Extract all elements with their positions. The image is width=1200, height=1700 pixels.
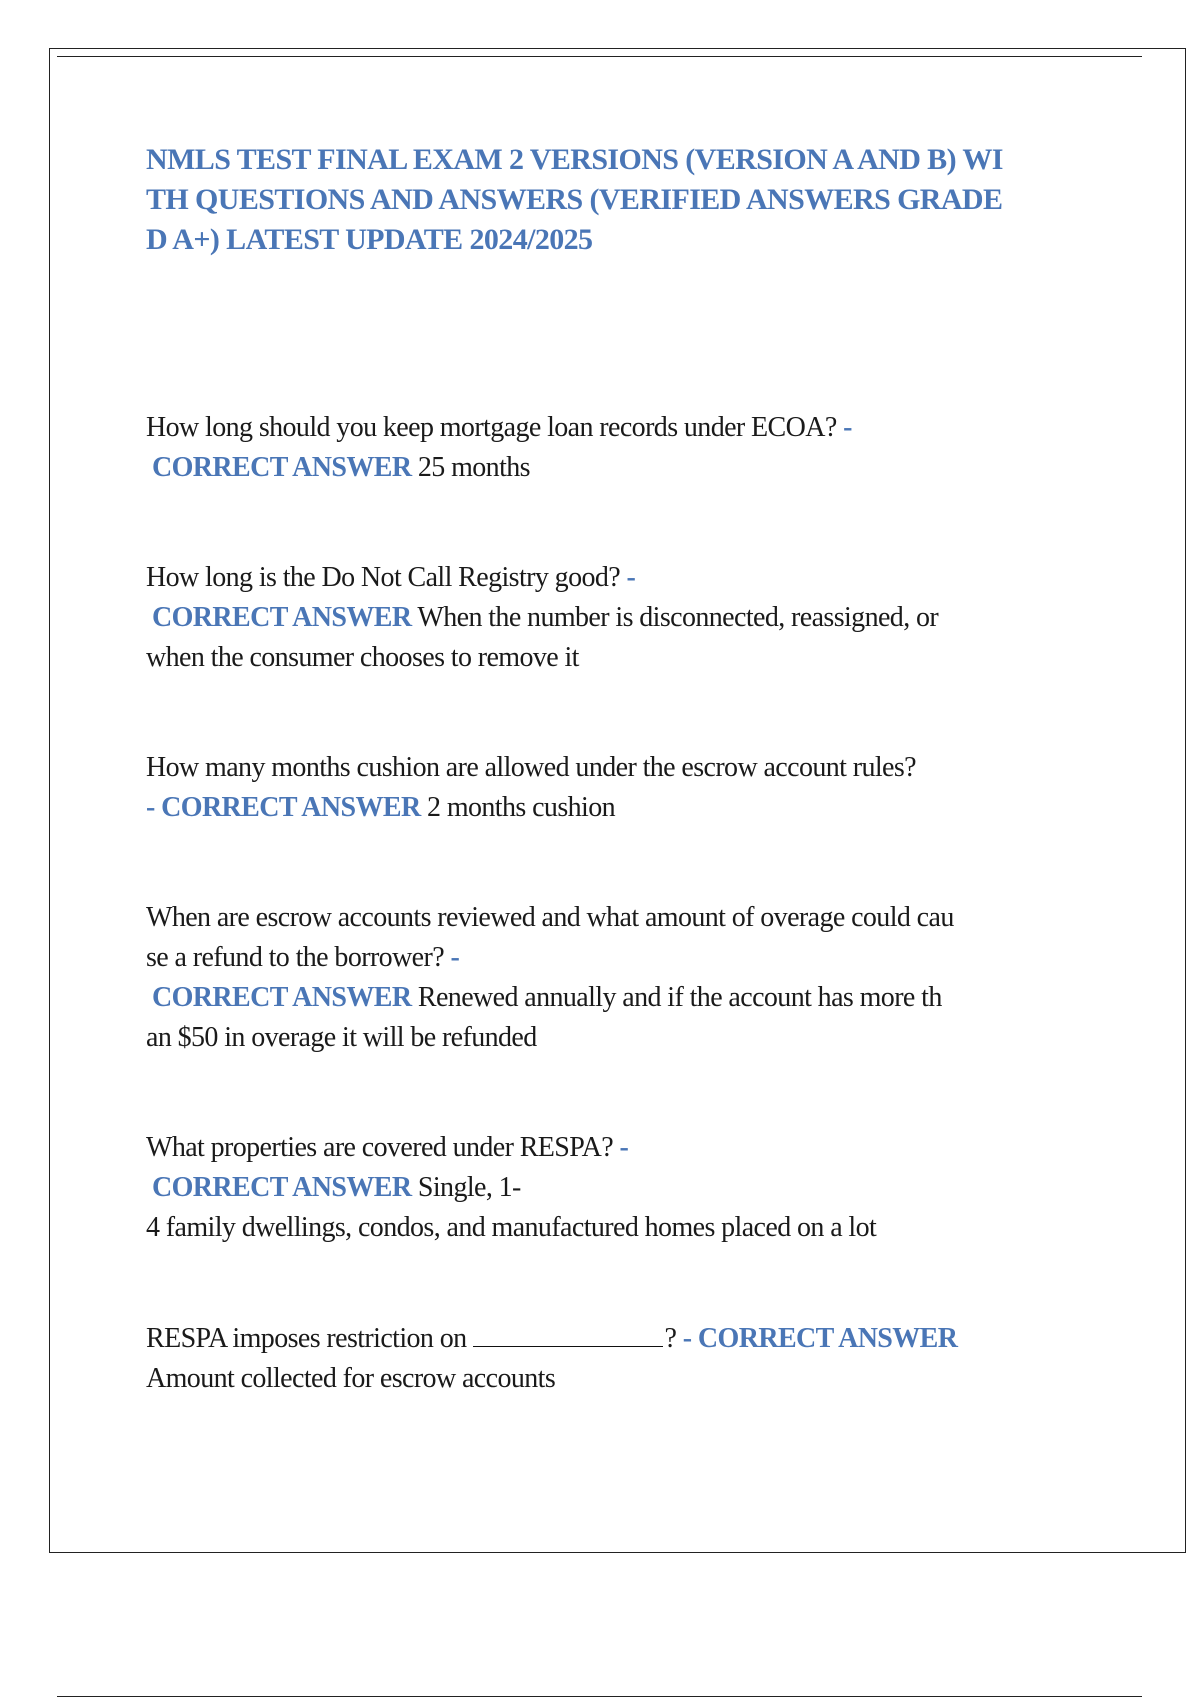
question-line (146, 558, 1096, 598)
separator: - (843, 412, 852, 443)
qa-item (146, 898, 1096, 1058)
fill-in-blank (473, 1318, 663, 1347)
question-line (146, 938, 1096, 978)
answer-text: Renewed annually and if the account has more th (417, 982, 942, 1013)
answer-line (146, 1168, 1096, 1208)
answer-text: 2 months cushion (427, 792, 615, 823)
answer-line (146, 448, 1096, 488)
answer-line (146, 598, 1096, 638)
separator: - (450, 942, 460, 973)
document-title (146, 140, 1096, 260)
question-text: How long should you keep mortgage loan records under ECOA? (146, 412, 837, 443)
top-rule (57, 56, 1142, 57)
separator: - (619, 1132, 629, 1163)
question-text: se a refund to the borrower? (146, 942, 445, 973)
question-line (146, 1128, 1096, 1168)
answer-text: Single, 1- (417, 1172, 521, 1203)
question-text: RESPA imposes restriction on (146, 1323, 467, 1354)
question-line (146, 1318, 1096, 1359)
qa-item (146, 558, 1096, 678)
title-line: D A+) LATEST UPDATE 2024/2025 (146, 223, 593, 256)
qa-item (146, 408, 1096, 488)
answer-line (146, 788, 1096, 828)
qa-item (146, 1318, 1096, 1399)
question-suffix: ? (664, 1323, 677, 1354)
answer-text: Amount collected for escrow accounts (146, 1363, 556, 1394)
qa-item (146, 748, 1096, 828)
question-text: How many months cushion are allowed under the escrow account rules? (146, 752, 916, 783)
title-line: TH QUESTIONS AND ANSWERS (VERIFIED ANSWERS GRADE (146, 183, 1003, 216)
answer-continuation: an $50 in overage it will be refunded (146, 1022, 537, 1053)
answer-label: CORRECT ANSWER (161, 792, 421, 823)
answer-label: CORRECT ANSWER (152, 982, 412, 1013)
answer-label: CORRECT ANSWER (152, 1172, 412, 1203)
answer-label: CORRECT ANSWER (152, 452, 412, 483)
question-line (146, 408, 1096, 448)
answer-continuation: when the consumer chooses to remove it (146, 642, 579, 673)
separator: - (146, 792, 155, 823)
answer-line (146, 978, 1096, 1018)
question-text: What properties are covered under RESPA? (146, 1132, 614, 1163)
separator: - (626, 562, 636, 593)
question-line: When are escrow accounts reviewed and what amount of overage could cau (146, 902, 954, 933)
separator: - (682, 1323, 692, 1354)
question-line (146, 748, 1096, 788)
question-text: How long is the Do Not Call Registry good? (146, 562, 621, 593)
answer-label: CORRECT ANSWER (697, 1323, 958, 1354)
answer-label: CORRECT ANSWER (152, 602, 412, 633)
title-line: NMLS TEST FINAL EXAM 2 VERSIONS (VERSION A AND B) WI (146, 143, 1003, 176)
answer-text: 25 months (417, 452, 530, 483)
qa-item (146, 1128, 1096, 1248)
bottom-rule (57, 1696, 1142, 1697)
answer-text: When the number is disconnected, reassigned, or (417, 602, 939, 633)
document-body (146, 140, 1096, 1399)
answer-continuation: 4 family dwellings, condos, and manufactured homes placed on a lot (146, 1212, 877, 1243)
